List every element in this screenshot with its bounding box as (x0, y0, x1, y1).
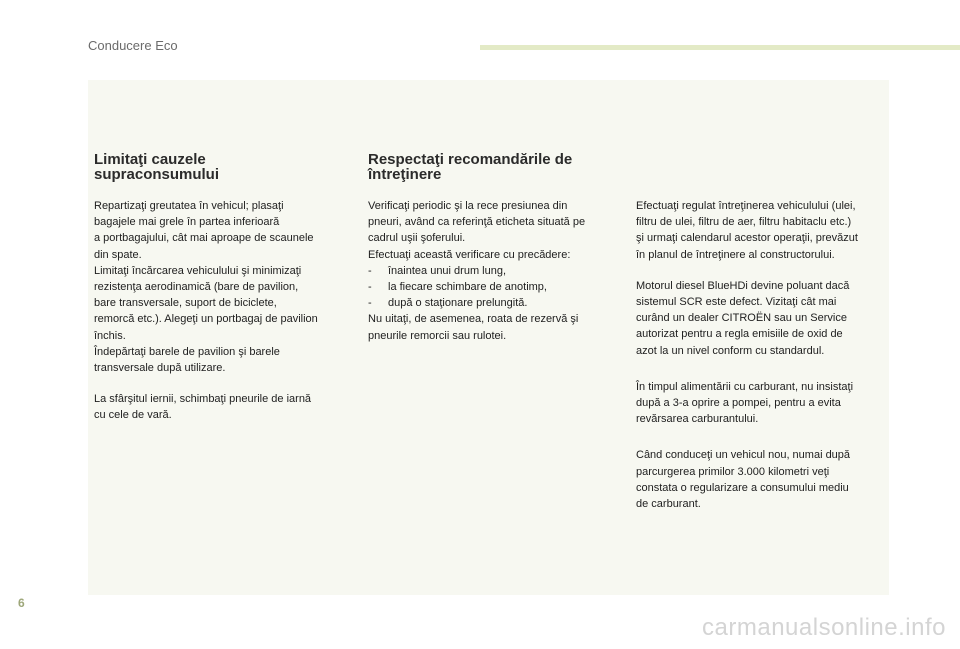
text-line: remorcă etc.). Alegeţi un portbagaj de pavilion (94, 313, 318, 326)
text-line: de carburant. (636, 498, 701, 511)
text-line: închis. (94, 329, 126, 342)
text-line: curând un dealer CITROËN sau un Service (636, 312, 847, 325)
text-line: Motorul diesel BlueHDi devine poluant dacă (636, 279, 850, 292)
text-line: şi urmaţi calendarul acestor operaţii, prevăzut (636, 232, 858, 245)
list-dash: - (368, 281, 372, 294)
paragraph-weight-distribution (94, 198, 352, 376)
text-line: Efectuaţi regulat întreţinerea vehiculului (ulei, (636, 200, 856, 212)
heading-maintenance-recommendations (368, 152, 608, 182)
text-line: parcurgerea primilor 3.000 kilometri veţi (636, 465, 830, 478)
text-line: pneurile remorcii sau rulotei. (368, 329, 507, 342)
text-line: La sfârşitul iernii, schimbaţi pneurile de iarnă (94, 393, 312, 406)
list-item-text: înaintea unui drum lung, (388, 264, 507, 277)
section-title: Conducere Eco (88, 38, 178, 53)
paragraph-spare-wheel (368, 311, 608, 343)
text-line: constata o regularizare a consumului mediu (636, 481, 849, 494)
text-line: transversale după utilizare. (94, 362, 226, 375)
text-line: filtru de ulei, filtru de aer, filtru habitaclu etc.) (636, 216, 852, 229)
column-limit-consumption (94, 152, 352, 424)
text-line: Îndepărtaţi barele de pavilion şi barele (94, 345, 280, 358)
heading-line: întreţinere (368, 166, 442, 183)
paragraph-refuelling (636, 379, 880, 428)
list-item-text: după o staţionare prelungită. (388, 297, 528, 310)
text-line: bagajele mai grele în partea inferioară (94, 216, 280, 229)
heading-limit-consumption (94, 152, 352, 182)
paragraph-new-vehicle (636, 447, 880, 512)
text-line: azot la un nivel conform cu standardul. (636, 344, 825, 357)
list-item (368, 295, 608, 311)
heading-line: supraconsumului (94, 166, 220, 183)
text-line: Limitaţi încărcarea vehiculului şi minimizaţi (94, 264, 302, 277)
list-item (368, 263, 608, 279)
column-maintenance-notes (636, 198, 880, 512)
text-line: revărsarea carburantului. (636, 413, 759, 426)
text-line: autorizat pentru a regla emisiile de oxid de (636, 328, 843, 341)
text-line: Nu uitaţi, de asemenea, roata de rezervă şi (368, 313, 579, 326)
check-occasions-list (368, 263, 608, 312)
text-line: pneuri, având ca referinţă eticheta situată pe (368, 216, 586, 229)
paragraph-tyre-pressure (368, 198, 608, 263)
text-line: sistemul SCR este defect. Vizitaţi cât mai (636, 296, 837, 309)
text-line: Repartizaţi greutatea în vehicul; plasaţi (94, 200, 284, 212)
list-dash: - (368, 297, 372, 310)
text-line: Verificaţi periodic şi la rece presiunea din (368, 200, 568, 212)
column-maintenance-recommendations (368, 152, 608, 344)
paragraph-regular-maintenance (636, 198, 880, 263)
list-item (368, 279, 608, 295)
text-line: după a 3-a oprire a pompei, pentru a evita (636, 397, 841, 410)
text-line: bare transversale, suport de biciclete, (94, 297, 277, 310)
paragraph-winter-tyres (94, 391, 352, 423)
text-line: Efectuaţi această verificare cu precădere: (368, 248, 571, 261)
text-line: a portbagajului, cât mai aproape de scaunele (94, 232, 314, 245)
text-line: cu cele de vară. (94, 409, 172, 422)
watermark: carmanualsonline.info (702, 614, 946, 641)
list-dash: - (368, 264, 372, 277)
text-line: din spate. (94, 248, 142, 261)
list-item-text: la fiecare schimbare de anotimp, (388, 281, 547, 294)
text-line: Când conduceţi un vehicul nou, numai după (636, 449, 851, 462)
text-line: rezistenţa aerodinamică (bare de pavilion, (94, 281, 299, 294)
text-line: în planul de întreţinere al constructorului. (636, 248, 835, 261)
heading-line: Limitaţi cauzele (94, 151, 206, 168)
header-accent-bar (480, 45, 960, 50)
page-number: 6 (18, 596, 25, 610)
heading-line: Respectaţi recomandările de (368, 151, 573, 168)
text-line: cadrul uşii şoferului. (368, 232, 466, 245)
text-line: În timpul alimentării cu carburant, nu insistaţi (636, 380, 854, 393)
paragraph-bluehdi-scr (636, 278, 880, 359)
